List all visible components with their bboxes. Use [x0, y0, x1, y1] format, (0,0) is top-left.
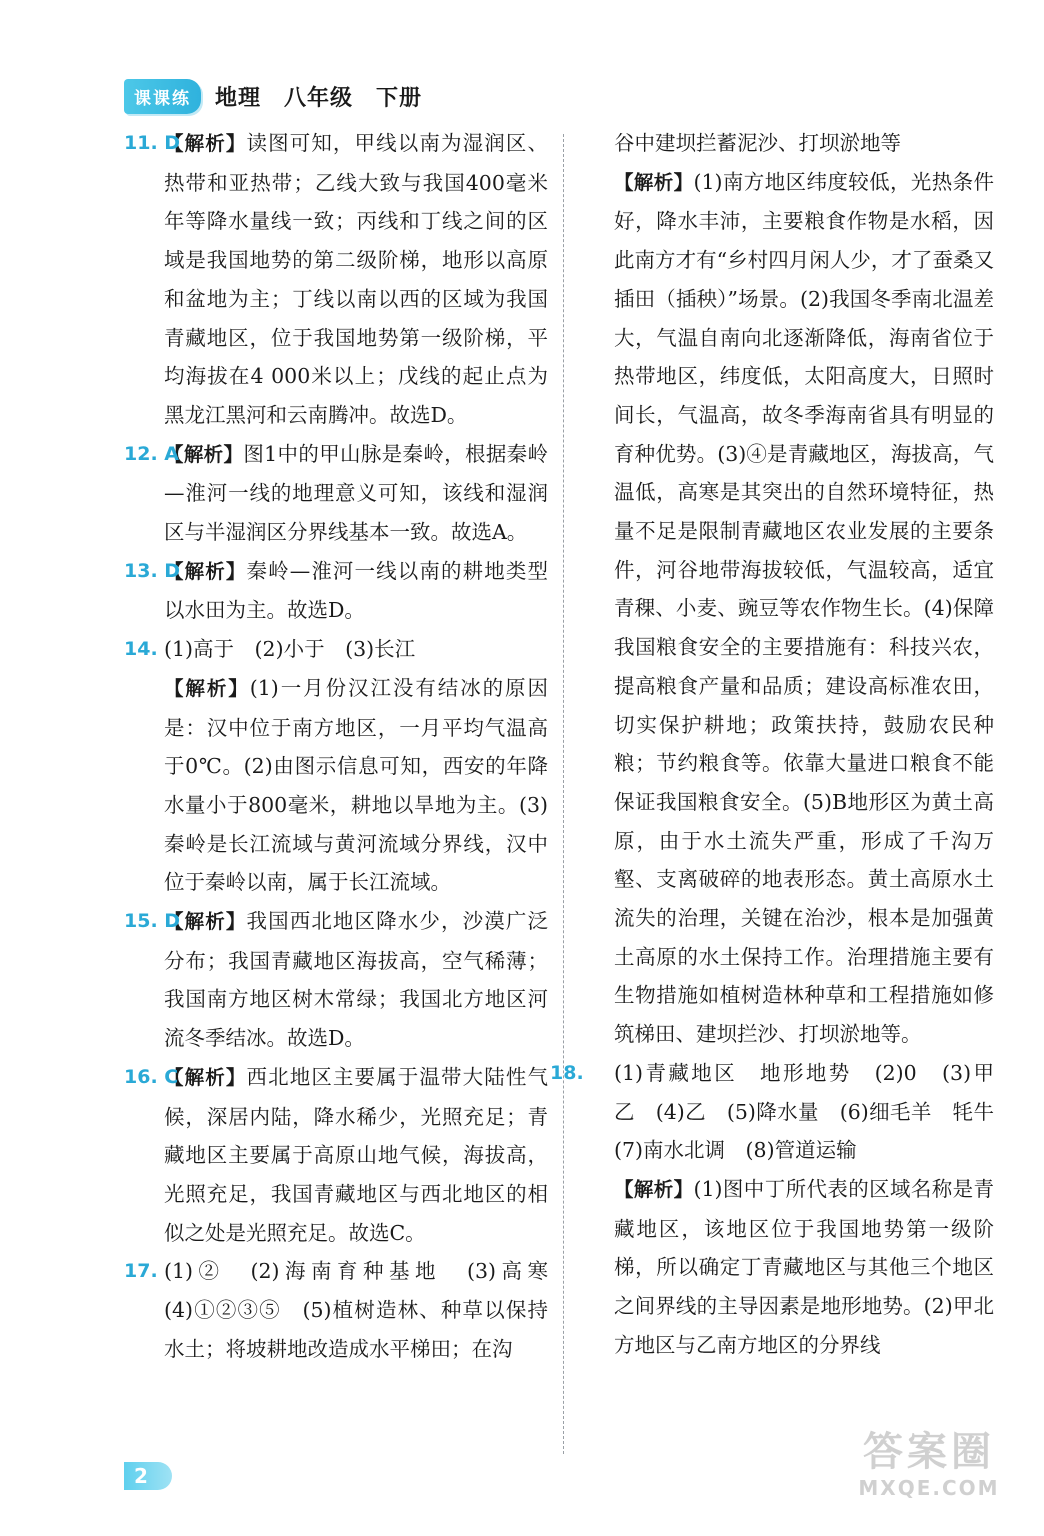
analysis-text: 秦岭—淮河一线以南的耕地类型以水田为主。故选D。: [164, 558, 548, 623]
answer-text: 谷中建坝拦蓄泥沙、打坝淤地等: [614, 131, 901, 155]
question-number: 12. A: [124, 442, 179, 465]
series-badge: 课课练: [124, 79, 201, 114]
question-number: 18.: [550, 1061, 584, 1084]
analysis-text: 图1中的甲山脉是秦岭，根据秦岭—淮河一线的地理意义可知，该线和湿润区与半湿润区分界线基本一致。故选A。: [164, 441, 548, 545]
question-11: [124, 124, 548, 435]
question-18: [550, 1054, 1015, 1365]
analysis-label: 【解析】: [614, 170, 694, 194]
watermark-bottom: MXQE.COM: [858, 1476, 1000, 1500]
page-header: [124, 78, 422, 114]
analysis-text: (1)一月份汉江没有结冰的原因是：汉中位于南方地区，一月平均气温高于0℃。(2)由图示信息可知，西安的年降水量小于800毫米，耕地以旱地为主。(3)秦岭是长江流域与黄河流域分界线，汉中位于秦岭以南，属于长江流域。: [164, 675, 548, 895]
right-column: [550, 124, 1015, 1365]
question-17: [124, 1252, 569, 1368]
question-16: [124, 1058, 548, 1253]
question-number: 13. D: [124, 559, 181, 582]
question-14: [124, 630, 548, 902]
analysis-label: 【解析】: [164, 559, 247, 583]
analysis-label: 【解析】: [164, 1065, 247, 1089]
question-13: [124, 552, 548, 630]
question-number: 17.: [124, 1260, 158, 1283]
analysis-text: 读图可知，甲线以南为湿润区、热带和亚热带；乙线大致与我国400毫米年等降水量线一致；丙线和丁线之间的区域是我国地势的第二级阶梯，地形以高原和盆地为主；丁线以南以西的区域为我国青藏地区，位于我国地势第一级阶梯，平均海拔在4 000米以上；戊线的起止点为黑龙江黑河和云南腾冲。故选D。: [164, 131, 548, 427]
analysis-text: 西北地区主要属于温带大陆性气候，深居内陆，降水稀少，光照充足；青藏地区主要属于高原山地气候，海拔高，光照充足，我国青藏地区与西北地区的相似之处是光照充足。故选C。: [164, 1064, 548, 1245]
question-number: 14.: [124, 638, 158, 661]
analysis-text: (1)图中丁所代表的区域名称是青藏地区，该地区位于我国地势第一级阶梯，所以确定丁青藏地区与其他三个地区之间界线的主导因素是地形地势。(2)甲北方地区与乙南方地区的分界线: [614, 1176, 994, 1357]
site-watermark: [854, 1428, 1004, 1514]
question-15: [124, 902, 548, 1058]
book-title: 地理 八年级 下册: [215, 85, 423, 111]
question-number: 16. C: [124, 1065, 179, 1088]
analysis-label: 【解析】: [614, 1177, 694, 1201]
analysis-label: 【解析】: [164, 132, 247, 155]
question-number: 15. D: [124, 910, 181, 933]
column-divider: [563, 134, 564, 1454]
analysis-text: 我国西北地区降水少，沙漠广泛分布；我国青藏地区海拔高，空气稀薄；我国南方地区树木常绿；我国北方地区河流冬季结冰。故选D。: [164, 909, 548, 1051]
analysis-label: 【解析】: [164, 910, 247, 934]
watermark-top: 答案圈: [863, 1429, 995, 1475]
answer-text: (1)青藏地区 地形地势 (2)0 (3)甲 乙 (4)乙 (5)降水量 (6)细毛羊 牦牛 (7)南水北调 (8)管道运输: [614, 1060, 1015, 1163]
answer-text: (1)② (2)海南育种基地 (3)高寒 (4)①②③⑤ (5)植树造林、种草以保持水土；将坡耕地改造成水平梯田；在沟: [164, 1259, 569, 1361]
question-17-continued: [582, 124, 994, 1054]
analysis-label: 【解析】: [164, 442, 244, 466]
answer-text: (1)高于 (2)小于 (3)长江: [164, 637, 416, 662]
question-12: [124, 435, 548, 552]
page-number: 2: [124, 1462, 172, 1490]
question-number: 11. D: [124, 132, 181, 154]
analysis-label: 【解析】: [164, 676, 250, 700]
analysis-text: (1)南方地区纬度较低，光热条件好，降水丰沛，主要粮食作物是水稻，因此南方才有“乡村四月闲人少，才了蚕桑又插田（插秧）”场景。(2)我国冬季南北温差大，气温自南向北逐渐降低，海南省位于热带地区，纬度低，太阳高度大，日照时间长，气温高，故冬季海南省具有明显的育种优势。(3)④是青藏地区，海拔高，气温低，高寒是其突出的自然环境特征，热量不足是限制青藏地区农业发展的主要条件，河谷地带海拔较低，气温较高，适宜青稞、小麦、豌豆等农作物生长。(4)保障我国粮食安全的主要措施有：科技兴农，提高粮食产量和品质；建设高标准农田，切实保护耕地；政策扶持，鼓励农民种粮；节约粮食等。依靠大量进口粮食不能保证我国粮食安全。(5)B地形区为黄土高原，由于水土流失严重，形成了千沟万壑、支离破碎的地表形态。黄土高原水土流失的治理，关键在治沙，根本是加强黄土高原的水土保持工作。治理措施主要有生物措施如植树造林种草和工程措施如修筑梯田、建坝拦沙、打坝淤地等。: [614, 169, 994, 1047]
